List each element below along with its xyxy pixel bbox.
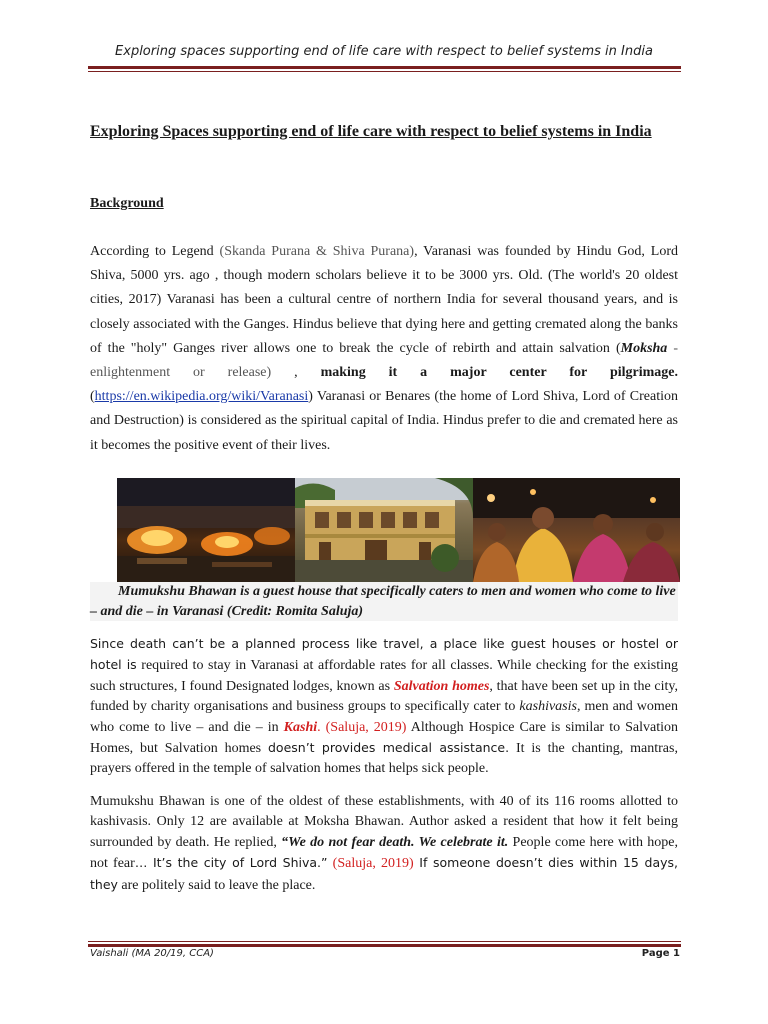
page-number: Page 1 (641, 948, 680, 959)
photo-strip (117, 478, 680, 582)
mumukshu-bhawan-photo (295, 478, 473, 582)
footer-author: Vaishali (MA 20/19, CCA) (90, 948, 214, 959)
aarti-devotees-photo (473, 478, 680, 582)
footer-rule-thick (88, 944, 681, 947)
wikipedia-link[interactable]: https://en.wikipedia.org/wiki/Varanasi (94, 389, 309, 405)
paragraph-mumukshu-bhawan: Mumukshu Bhawan is one of the oldest of these establishments, with 40 of its 116 rooms allotted to kashivasis. Only 12 are available at Moksha Bhawan. Author asked a resident that how it felt being surrounded by death. He replied, “We do not fear death. We celebrate it. People come here with hope, not fear… It’s the city of Lord Shiva.” (Saluja, 2019) If someone doesn’t dies within 15 days, they are politely said to leave the place. (90, 794, 678, 893)
paragraph-salvation-homes: Since death can’t be a planned process like travel, a place like guest houses or hostel or hotel is required to stay in Varanasi at affordable rates for all classes. While checking for the existing such structures, I found Designated lodges, known as Salvation homes, that have been set up in the city, funded by charity organisations and business groups to specifically cater to kashivasis, men and women who come to live – and die – in Kashi. (Saluja, 2019) Although Hospice Care is similar to Salvation Homes, but Salvation homes doesn’t provides medical assistance. It is the chanting, mantras, prayers offered in the temple of salvation homes that helps sick people. (90, 636, 679, 777)
header-rule-thin (88, 71, 681, 72)
running-header: Exploring spaces supporting end of life care with respect to belief systems in India (115, 44, 653, 59)
photo-caption: Mumukshu Bhawan is a guest house that specifically caters to men and women who come to live – and die – in Varanasi (Credit: Romita Saluja) (90, 582, 678, 621)
paragraph-legend: According to Legend (Skanda Purana & Shiva Purana), Varanasi was founded by Hindu God, Lord Shiva, 5000 yrs. ago , though modern scholars believe it to be 3000 yrs. Old. (The world's 20 oldest cities, 2017) Varanasi has been a cultural centre of northern India for several thousand years, and is closely associated with the Ganges. Hindus believe that dying here and getting cremated along the banks of the "holy" Ganges river allows one to break the cycle of rebirth and attain salvation (Moksha - enlightenment or release) , making it a major center for pilgrimage. (https://en.wikipedia.org/wiki/Varanasi) Varanasi or Benares (the home of Lord Shiva, Lord of Creation and Destruction) is considered as the spiritual capital of India. Hindus prefer to die and cremated here as it becomes the positive event of their lives. (90, 244, 678, 453)
cremation-ghat-photo (117, 478, 295, 582)
header-rule-thick (88, 66, 681, 69)
footer-rule-thin (88, 941, 681, 942)
document-title: Exploring Spaces supporting end of life care with respect to belief systems in India (90, 123, 652, 140)
section-heading-background: Background (90, 196, 164, 211)
